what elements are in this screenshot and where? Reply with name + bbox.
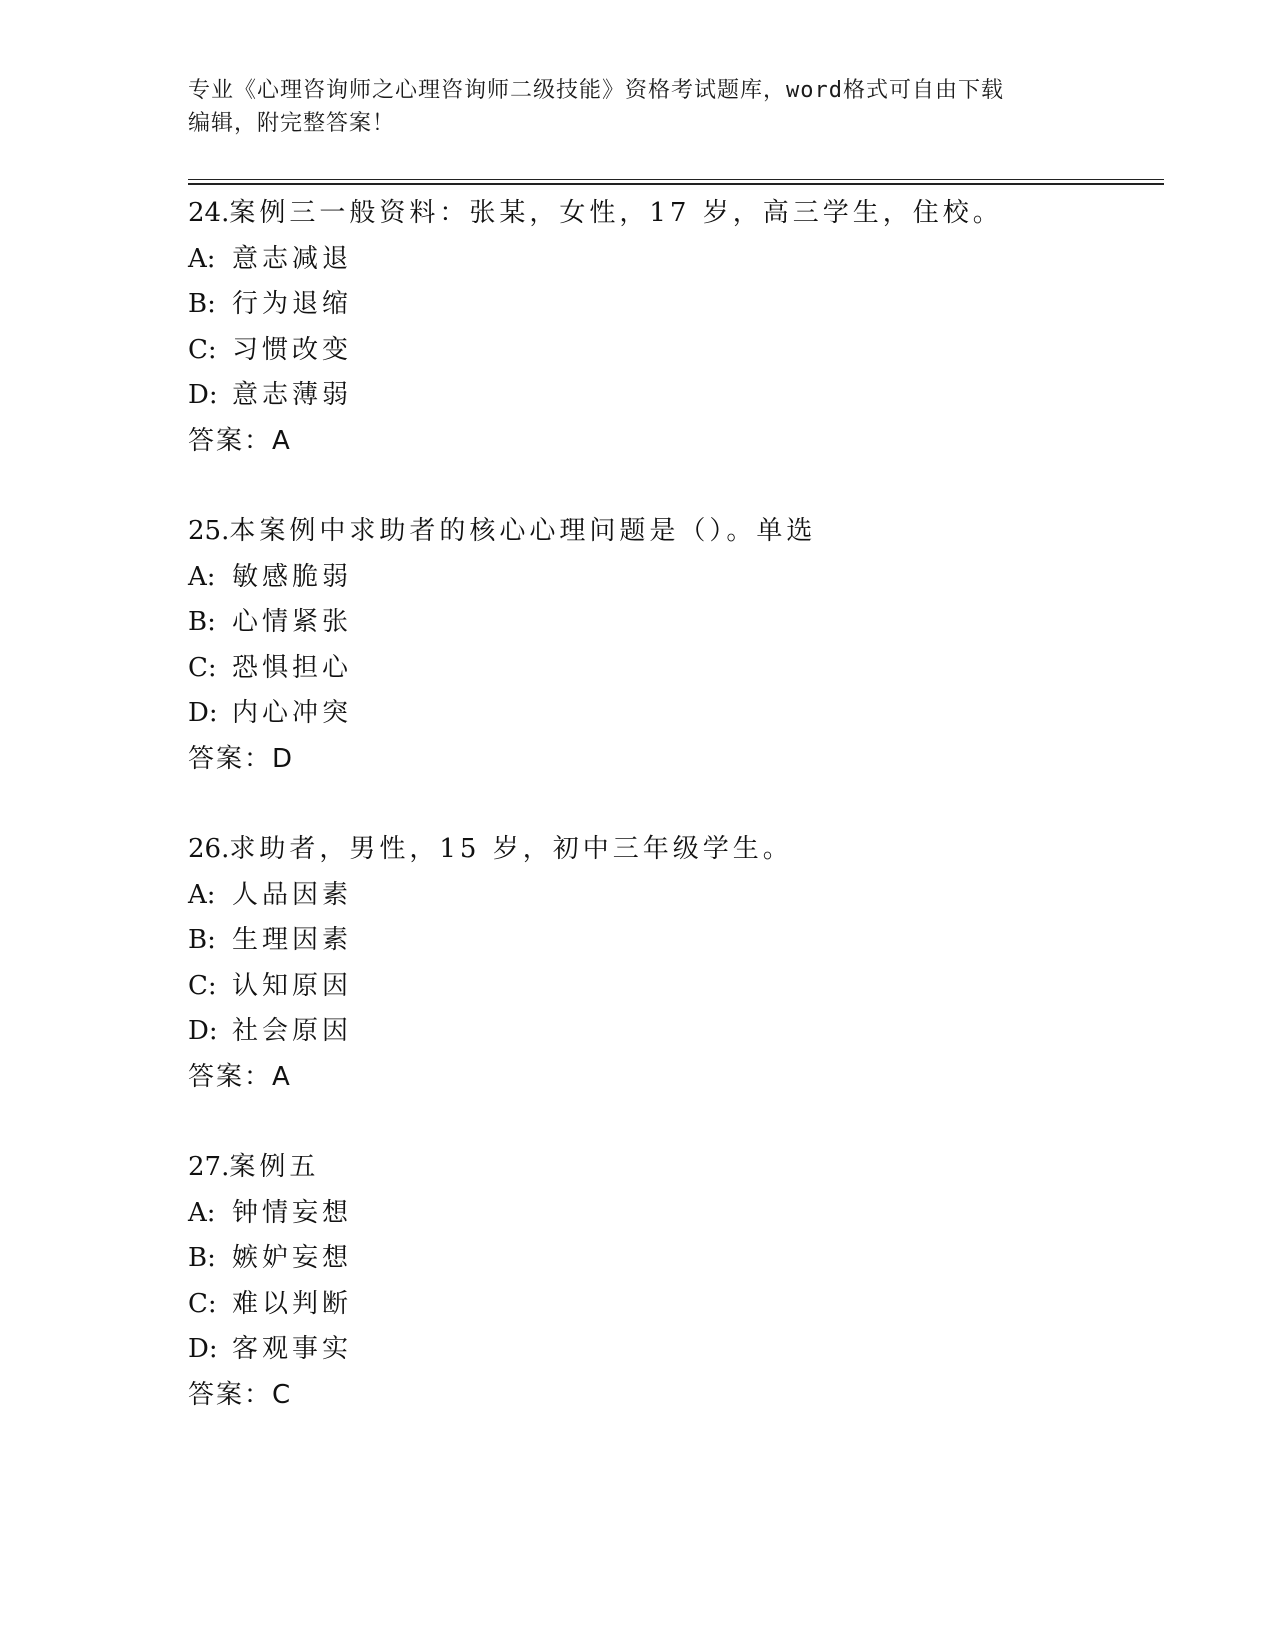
question-25 bbox=[188, 509, 1164, 827]
option-text: 敏感脆弱 bbox=[232, 561, 353, 592]
option-key: D: bbox=[188, 1334, 218, 1364]
option-text: 意志减退 bbox=[232, 243, 353, 274]
question-stem bbox=[188, 1145, 1164, 1191]
question-stem bbox=[188, 191, 1164, 237]
question-26 bbox=[188, 827, 1164, 1145]
option-b bbox=[188, 282, 1164, 328]
option-key: C: bbox=[188, 334, 217, 365]
option-key: C: bbox=[188, 652, 217, 683]
option-key: B: bbox=[188, 289, 216, 319]
option-c bbox=[188, 646, 1164, 692]
option-key: C: bbox=[188, 970, 217, 1001]
option-c bbox=[188, 964, 1164, 1010]
question-text: 本案例中求助者的核心心理问题是（）。单选 bbox=[229, 516, 817, 546]
option-text: 习惯改变 bbox=[232, 334, 353, 365]
option-key: C: bbox=[188, 1288, 217, 1319]
question-27 bbox=[188, 1145, 1164, 1463]
option-key: D: bbox=[188, 1016, 218, 1046]
option-text: 内心冲突 bbox=[232, 698, 353, 728]
question-stem bbox=[188, 827, 1164, 873]
question-stem bbox=[188, 509, 1164, 555]
question-number: 25. bbox=[188, 516, 230, 546]
question-number: 26. bbox=[188, 834, 230, 864]
option-text: 嫉妒妄想 bbox=[232, 1243, 353, 1273]
option-a bbox=[188, 237, 1164, 283]
option-d bbox=[188, 1327, 1164, 1373]
header-divider-thick bbox=[188, 183, 1164, 185]
option-a bbox=[188, 1191, 1164, 1237]
option-text: 认知原因 bbox=[232, 970, 353, 1001]
option-d bbox=[188, 1009, 1164, 1055]
header-line-2: 编辑，附完整答案！ bbox=[188, 111, 396, 136]
question-24 bbox=[188, 191, 1164, 509]
option-key: D: bbox=[188, 380, 218, 410]
option-text: 意志薄弱 bbox=[232, 380, 353, 410]
answer-line: 答案：D bbox=[188, 743, 295, 774]
option-text: 行为退缩 bbox=[232, 289, 353, 319]
option-key: B: bbox=[188, 1243, 216, 1273]
option-a bbox=[188, 555, 1164, 601]
header-line-1: 专业《心理咨询师之心理咨询师二级技能》资格考试题库，word格式可自由下载 bbox=[188, 78, 1004, 103]
question-text: 求助者，男性，15 岁，初中三年级学生。 bbox=[229, 834, 793, 864]
option-key: B: bbox=[188, 925, 216, 955]
option-key: A: bbox=[188, 879, 216, 910]
option-key: D: bbox=[188, 698, 218, 728]
option-c bbox=[188, 328, 1164, 374]
header-divider-thin bbox=[188, 179, 1164, 180]
question-number: 27. bbox=[188, 1152, 230, 1182]
option-d bbox=[188, 373, 1164, 419]
answer-line: 答案：A bbox=[188, 1061, 292, 1092]
option-c bbox=[188, 1282, 1164, 1328]
option-text: 生理因素 bbox=[232, 925, 353, 955]
option-b bbox=[188, 918, 1164, 964]
document-header bbox=[188, 74, 1088, 140]
option-text: 心情紧张 bbox=[232, 607, 353, 637]
option-text: 难以判断 bbox=[232, 1288, 353, 1319]
answer-line: 答案：A bbox=[188, 425, 292, 456]
option-b bbox=[188, 1236, 1164, 1282]
question-text: 案例五 bbox=[229, 1152, 320, 1182]
option-key: A: bbox=[188, 243, 216, 274]
option-text: 客观事实 bbox=[232, 1334, 353, 1364]
option-text: 人品因素 bbox=[232, 879, 353, 910]
question-text: 案例三一般资料：张某，女性，17 岁，高三学生，住校。 bbox=[229, 198, 1003, 228]
answer-line: 答案：C bbox=[188, 1379, 293, 1410]
question-number: 24. bbox=[188, 198, 230, 228]
option-text: 恐惧担心 bbox=[232, 652, 353, 683]
option-key: B: bbox=[188, 607, 216, 637]
option-text: 社会原因 bbox=[232, 1016, 353, 1046]
option-b bbox=[188, 600, 1164, 646]
option-key: A: bbox=[188, 1197, 216, 1228]
option-a bbox=[188, 873, 1164, 919]
question-list bbox=[188, 191, 1164, 1463]
option-d bbox=[188, 691, 1164, 737]
option-key: A: bbox=[188, 561, 216, 592]
option-text: 钟情妄想 bbox=[232, 1197, 353, 1228]
